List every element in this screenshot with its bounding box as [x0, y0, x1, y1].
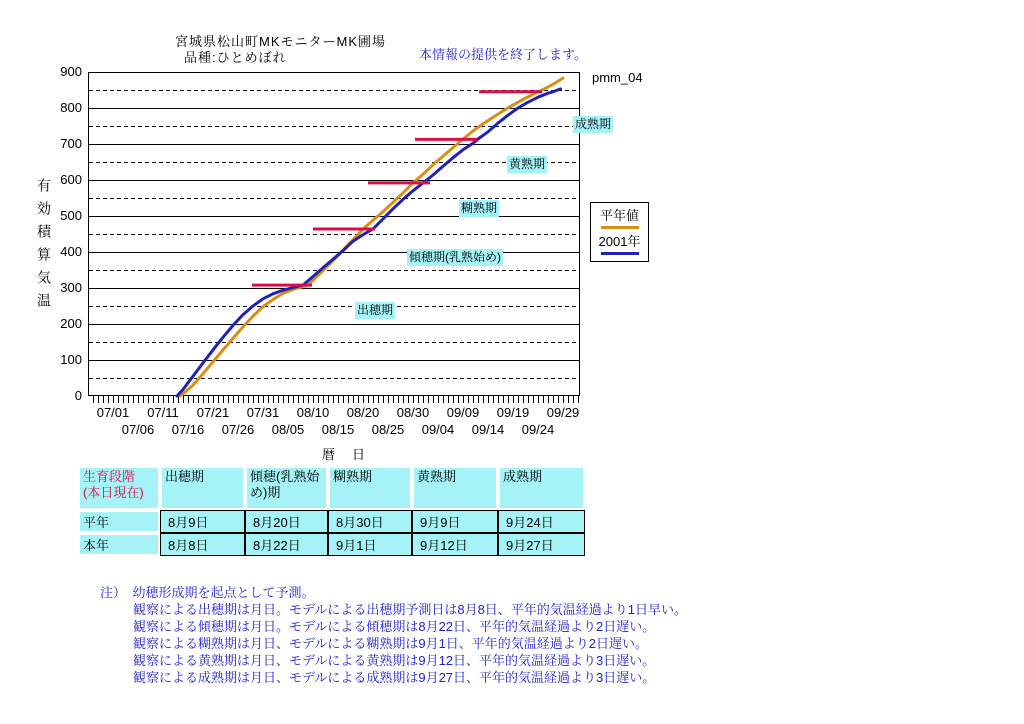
plot-tag-label: pmm_04 [592, 70, 643, 85]
table-date-cell: 8月22日 [245, 533, 328, 556]
x-tick-label: 07/16 [171, 422, 205, 437]
x-tick-label: 08/30 [396, 405, 430, 420]
y-tick-label: 500 [60, 208, 82, 223]
y-tick-label: 0 [74, 388, 82, 403]
x-tick-label: 09/14 [471, 422, 505, 437]
stage-annotation-label: 傾穂期(乳熟始め) [409, 250, 501, 264]
x-tick-label: 08/20 [346, 405, 380, 420]
legend-line-swatch [601, 252, 639, 255]
y-tick-label: 400 [60, 244, 82, 259]
x-tick-label: 09/04 [421, 422, 455, 437]
x-tick-label: 09/09 [446, 405, 480, 420]
table-header-cell: 出穂期 [160, 466, 245, 510]
footnote-line: 観察による糊熟期は月日、モデルによる糊熟期は9月1日、平年的気温経過より2日遅い。 [133, 636, 649, 651]
table-row-label: 平年 [78, 510, 160, 533]
stage-annotation-label: 出穂期 [357, 303, 394, 317]
stage-annotation-label: 成熟期 [575, 117, 612, 131]
y-tick-label: 300 [60, 280, 82, 295]
table-header-growth-stage: 生育段階 (本日現在) [78, 466, 160, 510]
table-date-cell: 9月1日 [328, 533, 412, 556]
table-header-cell: 黄熟期 [412, 466, 498, 510]
x-tick-label: 07/11 [147, 405, 179, 420]
y-tick-label: 700 [60, 136, 82, 151]
y-tick-label: 800 [60, 100, 82, 115]
table-date-cell: 9月24日 [498, 510, 585, 533]
legend-line-swatch [601, 226, 639, 229]
growth-stage-table [78, 466, 585, 556]
x-tick-label: 07/01 [96, 405, 130, 420]
table-row-label: 本年 [78, 533, 160, 556]
table-date-cell: 8月20日 [245, 510, 328, 533]
x-tick-label: 08/25 [371, 422, 405, 437]
x-tick-label: 07/26 [221, 422, 255, 437]
table-header-cell: 糊熟期 [328, 466, 412, 510]
page-subtitle-variety: 品種:ひとめぼれ [184, 50, 287, 65]
table-date-cell: 8月8日 [160, 533, 245, 556]
footnote-line: 観察による傾穂期は月日。モデルによる傾穂期は8月22日、平年的気温経過より2日遅い。 [133, 619, 656, 634]
y-tick-label: 600 [60, 172, 82, 187]
x-tick-label: 07/21 [196, 405, 230, 420]
table-date-cell: 8月9日 [160, 510, 245, 533]
y-axis-title: 有効積算気温 [36, 178, 52, 316]
legend-item-label: 2001年 [598, 234, 641, 249]
y-tick-label: 900 [60, 64, 82, 79]
x-tick-label: 07/31 [246, 405, 280, 420]
stage-annotation-label: 糊熟期 [461, 201, 498, 215]
x-axis-title: 暦 日 [322, 447, 368, 462]
footnote-line: 観察による黄熟期は月日、モデルによる黄熟期は9月12日、平年的気温経過より3日遅い。 [133, 653, 656, 668]
stage-annotation-label: 黄熟期 [509, 157, 546, 171]
y-tick-label: 200 [60, 316, 82, 331]
footnote-line: 観察による出穂期は月日。モデルによる出穂期予測日は8月8日、平年的気温経過より1日早い。 [133, 602, 688, 617]
x-tick-label: 08/05 [271, 422, 305, 437]
footnote-line: 観察による成熟期は月日、モデルによる成熟期は9月27日、平年的気温経過より3日遅い。 [133, 670, 656, 685]
x-tick-label: 09/24 [521, 422, 555, 437]
legend-item-label: 平年値 [599, 208, 639, 223]
table-date-cell: 9月9日 [412, 510, 498, 533]
table-date-cell: 9月12日 [412, 533, 498, 556]
table-header-cell: 傾穂(乳熟始め)期 [245, 466, 328, 510]
service-end-notice: 本情報の提供を終了します。 [419, 47, 587, 62]
y-tick-label: 100 [60, 352, 82, 367]
x-tick-label: 08/15 [321, 422, 355, 437]
table-date-cell: 9月27日 [498, 533, 585, 556]
growth-temperature-chart [88, 72, 582, 408]
x-tick-label: 07/06 [121, 422, 155, 437]
table-header-cell: 成熟期 [498, 466, 585, 510]
table-date-cell: 8月30日 [328, 510, 412, 533]
x-tick-label: 09/19 [496, 405, 530, 420]
chart-legend [590, 202, 649, 262]
x-tick-label: 09/29 [546, 405, 580, 420]
x-tick-label: 08/10 [296, 405, 330, 420]
page-title: 宮城県松山町MKモニターMK圃場 [175, 34, 387, 49]
footnote-line: 注） 幼穂形成期を起点として予測。 [100, 585, 315, 600]
